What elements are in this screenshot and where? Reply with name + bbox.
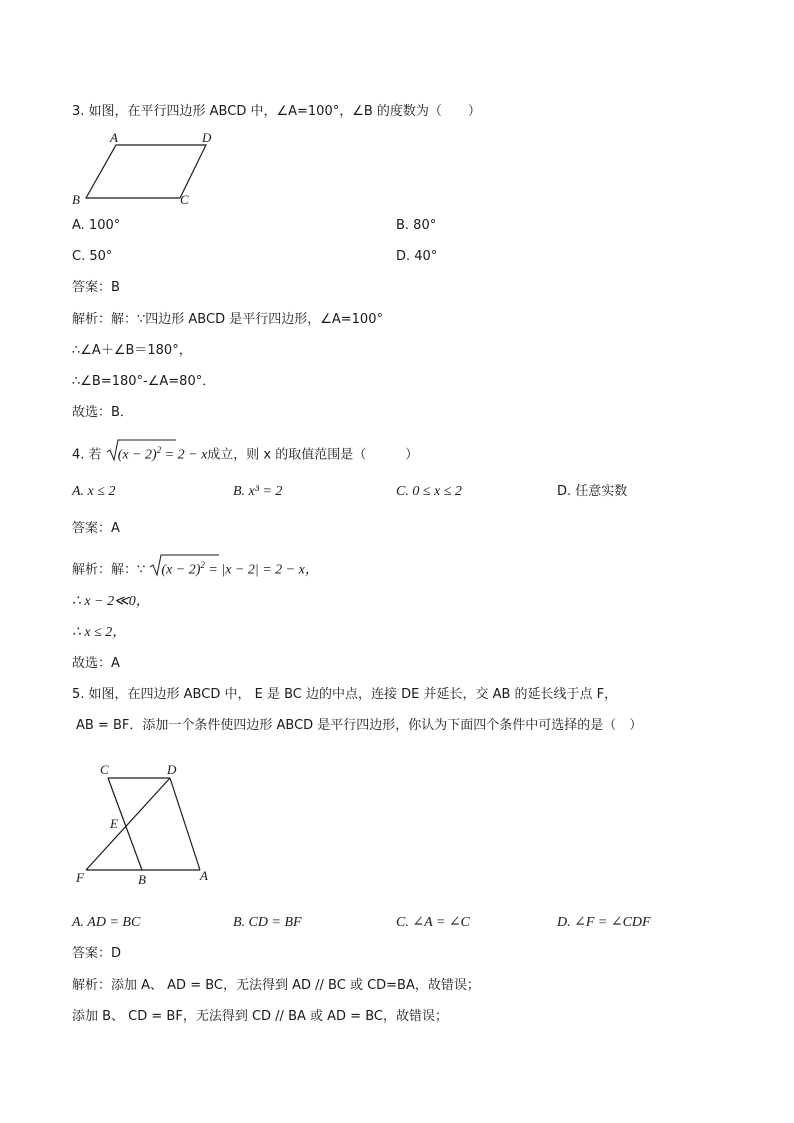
q4-option-b: B. x³ = 2	[233, 484, 283, 499]
q5-analysis-line1: 解析：添加 A、 AD = BC，无法得到 AD // BC 或 CD=BA，故错误；	[72, 978, 480, 993]
q5-label-A: A	[200, 868, 208, 883]
q3-answer: 答案：B	[72, 280, 120, 295]
q4-stem-sqrt: $(x - 2)^2$	[106, 441, 162, 465]
q4-analysis-line1	[72, 556, 319, 580]
q5-label-D: D	[167, 762, 177, 777]
q3-stem: 3. 如图，在平行四边形 ABCD 中，∠A=100°，∠B 的度数为（ ）	[72, 104, 481, 119]
q5-label-C: C	[100, 762, 109, 777]
q3-option-b: B. 80°	[396, 218, 437, 233]
q5-option-d: D. ∠F = ∠CDF	[557, 915, 651, 930]
q3-label-B: B	[72, 192, 80, 207]
q4-analysis-line2: ∴ x − 2≪0，	[72, 594, 150, 609]
q3-label-D: D	[202, 130, 212, 145]
q5-label-F: F	[76, 870, 84, 885]
q4-stem	[72, 441, 418, 465]
q5-option-a: A. AD = BC	[72, 915, 141, 930]
q4-analysis-rhs: = |x − 2| = 2 − x，	[204, 562, 319, 578]
q5-option-b: B. CD = BF	[233, 915, 302, 930]
q5-label-B: B	[138, 872, 146, 887]
q3-analysis-line4: 故选：B．	[72, 405, 133, 420]
q5-stem-line2: AB = BF．添加一个条件使四边形 ABCD 是平行四边形，你认为下面四个条件中可选择的是（ ）	[76, 718, 643, 733]
q3-analysis-line1: 解析：解：∵四边形 ABCD 是平行四边形，∠A=100°	[72, 312, 383, 327]
q3-option-c: C. 50°	[72, 249, 113, 264]
q4-stem-prefix: 4. 若	[72, 447, 102, 463]
q5-answer: 答案：D	[72, 946, 122, 961]
q4-option-a: A. x ≤ 2	[72, 484, 116, 499]
q4-option-c: C. 0 ≤ x ≤ 2	[396, 484, 462, 499]
radical-sign-icon	[106, 438, 176, 462]
q4-analysis-sqrt: $(x - 2)^2$	[149, 556, 205, 580]
q3-analysis-line2: ∴∠A＋∠B＝180°，	[72, 343, 192, 358]
q5-quadrilateral-figure	[66, 758, 226, 888]
q3-parallelogram-figure	[66, 128, 226, 208]
q4-option-d: D. 任意实数	[557, 484, 628, 499]
q4-analysis-line4: 故选：A	[72, 656, 120, 671]
q3-option-a: A. 100°	[72, 218, 121, 233]
q4-stem-rhs: = 2 − x	[161, 447, 208, 463]
q4-analysis-prefix: 解析：解：∵	[72, 562, 146, 578]
q3-label-C: C	[180, 192, 189, 207]
q3-label-A: A	[110, 130, 118, 145]
q3-option-d: D. 40°	[396, 249, 438, 264]
q5-analysis-line2: 添加 B、 CD = BF，无法得到 CD // BA 或 AD = BC，故错误；	[72, 1009, 448, 1024]
q5-stem-line1: 5. 如图，在四边形 ABCD 中， E 是 BC 边的中点，连接 DE 并延长，交 AB 的延长线于点 F，	[72, 687, 618, 702]
q4-analysis-line3: ∴ x ≤ 2，	[72, 625, 127, 640]
q5-label-E: E	[110, 816, 118, 831]
radical-sign-icon	[149, 553, 219, 577]
q4-answer: 答案：A	[72, 521, 120, 536]
q5-option-c: C. ∠A = ∠C	[396, 915, 470, 930]
q3-analysis-line3: ∴∠B=180°-∠A=80°．	[72, 374, 216, 389]
q4-stem-suffix: 成立，则 x 的取值范围是（ ）	[207, 447, 419, 463]
